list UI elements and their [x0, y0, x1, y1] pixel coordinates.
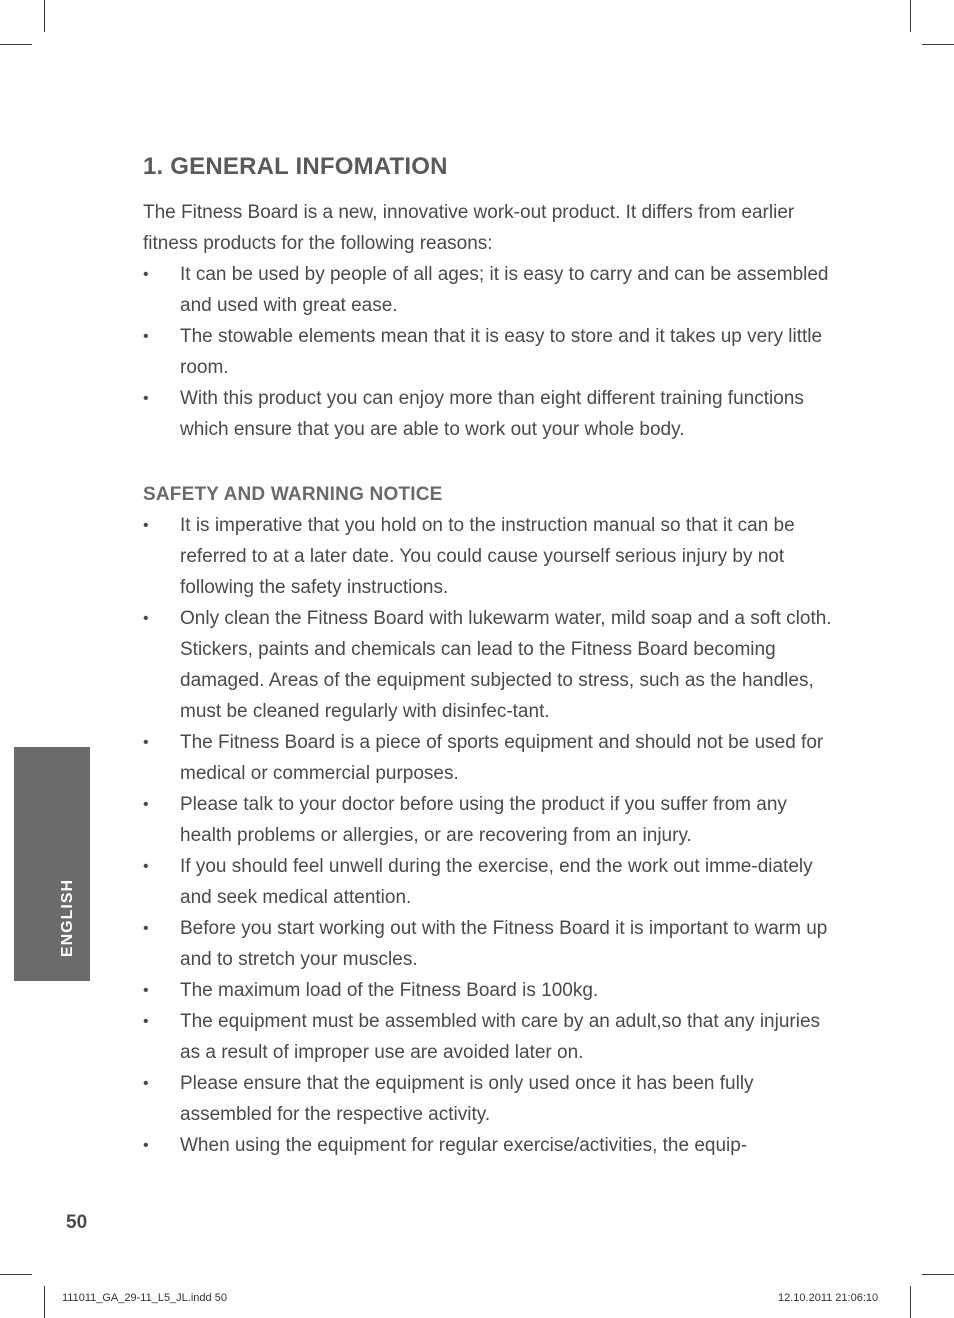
list-item: • The Fitness Board is a piece of sports equipment and should not be used for medical or commercial purposes. [143, 727, 833, 789]
list-item: • It is imperative that you hold on to the instruction manual so that it can be referred to at a later date. You could cause yourself serious injury by not following the safety instructions. [143, 510, 833, 603]
safety-bullet-list [143, 510, 833, 1161]
list-item: • Only clean the Fitness Board with lukewarm water, mild soap and a soft cloth. Stickers, paints and chemicals can lead to the Fitness Board becoming damaged. Areas of the equipment subjected to stress, such as the handles, must be cleaned regularly with disinfec-tant. [143, 603, 833, 727]
crop-mark [922, 1274, 954, 1275]
language-side-tab [14, 747, 90, 981]
list-item: • If you should feel unwell during the exercise, end the work out imme-diately and seek medical attention. [143, 851, 833, 913]
language-tab-label: ENGLISH [59, 878, 76, 958]
slug-timestamp: 12.10.2011 21:06:10 [778, 1292, 879, 1304]
list-item: • Before you start working out with the Fitness Board it is important to warm up and to stretch your muscles. [143, 913, 833, 975]
intro-paragraph: The Fitness Board is a new, innovative work-out product. It differs from earlier fitness products for the following reasons: [143, 202, 795, 254]
list-item: • Please ensure that the equipment is only used once it has been fully assembled for the respective activity. [143, 1068, 833, 1130]
slug-file-info: 111011_GA_29-11_L5_JL.indd 50 [62, 1292, 227, 1304]
crop-mark [44, 0, 45, 32]
list-item: • When using the equipment for regular exercise/activities, the equip- [143, 1130, 833, 1161]
section-heading: 1. GENERAL INFOMATION [143, 153, 448, 180]
crop-mark [922, 44, 954, 45]
crop-mark [0, 1274, 32, 1275]
intro-bullet-list [143, 259, 833, 445]
crop-mark [44, 1286, 45, 1318]
safety-heading: SAFETY AND WARNING NOTICE [143, 484, 443, 505]
crop-mark [910, 1286, 911, 1318]
list-item: • Please talk to your doctor before using the product if you suffer from any health problems or allergies, or are recovering from an injury. [143, 789, 833, 851]
list-item: • The stowable elements mean that it is easy to store and it takes up very little room. [143, 321, 833, 383]
page-content [143, 150, 833, 1161]
list-item: • It can be used by people of all ages; it is easy to carry and can be assembled and used with great ease. [143, 259, 833, 321]
list-item: • With this product you can enjoy more than eight different training functions which ensure that you are able to work out your whole body. [143, 383, 833, 445]
page-number: 50 [66, 1212, 88, 1233]
crop-mark [0, 44, 32, 45]
crop-mark [910, 0, 911, 32]
list-item: • The maximum load of the Fitness Board is 100kg. [143, 975, 833, 1006]
list-item: • The equipment must be assembled with care by an adult,so that any injuries as a result of improper use are avoided later on. [143, 1006, 833, 1068]
